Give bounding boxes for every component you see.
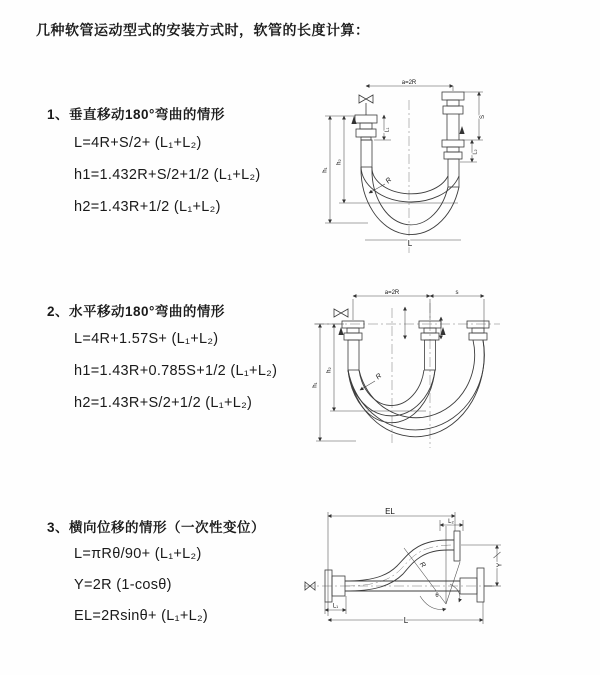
movement-arrow-icon [351,116,356,124]
dim-label-a2r: a=2R [401,80,417,86]
section-3-formula-Y: Y=2R (1-cosθ) [74,577,172,593]
dimension-lines [312,296,484,441]
angle-label: θ [435,593,439,599]
hose-and-fittings [305,531,492,602]
movement-arrow-icon [459,126,464,134]
centerline [304,545,496,586]
dim-label-s: S [480,114,486,120]
dim-label-l2: L₂ [448,519,454,525]
diagram-labels [333,507,504,625]
dim-label-l1: L₁ [384,127,391,133]
dim-label-s: s [455,290,459,296]
radius-label: R [384,176,394,186]
section-2-formula-L: L=4R+1.57S+ (L₁+L₂) [74,331,219,347]
section-2-formula-h2: h2=1.43R+S/2+1/2 (L₁+L₂) [74,395,253,411]
dim-label-h2: h₂ [336,159,343,165]
length-label: L [407,239,413,248]
diagram-horizontal-180-bend [308,283,543,458]
valve-icon [366,95,373,103]
dimension-lines [325,512,501,624]
section-3-formula-L: L=πRθ/90+ (L₁+L₂) [74,546,202,562]
page-title: 几种软管运动型式的安装方式时，软管的长度计算： [36,22,370,38]
dim-label-h1: h₁ [322,167,329,173]
dim-label-l1: L₁ [332,603,339,610]
diagram-labels [313,290,459,388]
valve-icon [359,95,366,103]
valve-icon [341,309,348,317]
section-1-formula-L: L=4R+S/2+ (L₁+L₂) [74,135,202,151]
section-1-formula-h2: h2=1.43R+1/2 (L₁+L₂) [74,199,221,215]
braided-section [448,159,459,187]
section-2-heading: 2、水平移动180°弯曲的情形 [47,304,225,319]
section-1-formula-h1: h1=1.432R+S/2+1/2 (L₁+L₂) [74,167,261,183]
braided-section [348,340,359,370]
hose-and-fittings [351,92,464,235]
flange [477,568,484,602]
dim-label-a2r: a=2R [384,290,400,296]
dim-label-h1: h₁ [312,382,319,388]
dim-label-el: EL [385,507,395,516]
section-1-heading: 1、垂直移动180°弯曲的情形 [47,107,225,122]
diagram-vertical-180-bend [310,70,535,260]
flange [454,531,460,561]
diagram-lateral-displacement [300,498,565,643]
section-3-heading: 3、横向位移的情形（一次性变位） [47,520,266,535]
valve-icon [334,309,341,317]
radius-label: R [417,560,427,570]
section-3-formula-EL: EL=2Rsinθ+ (L₁+L₂) [74,608,209,624]
length-label: L [403,616,409,625]
radius-label: R [374,372,384,382]
dim-label-l2: L₂ [472,149,479,155]
dim-label-y: Y [496,562,504,568]
braided-section [361,140,372,167]
dim-label-h2: h₂ [326,367,333,373]
section-2-formula-h1: h1=1.43R+0.785S+1/2 (L₁+L₂) [74,363,278,379]
hose-and-fittings [334,309,489,437]
